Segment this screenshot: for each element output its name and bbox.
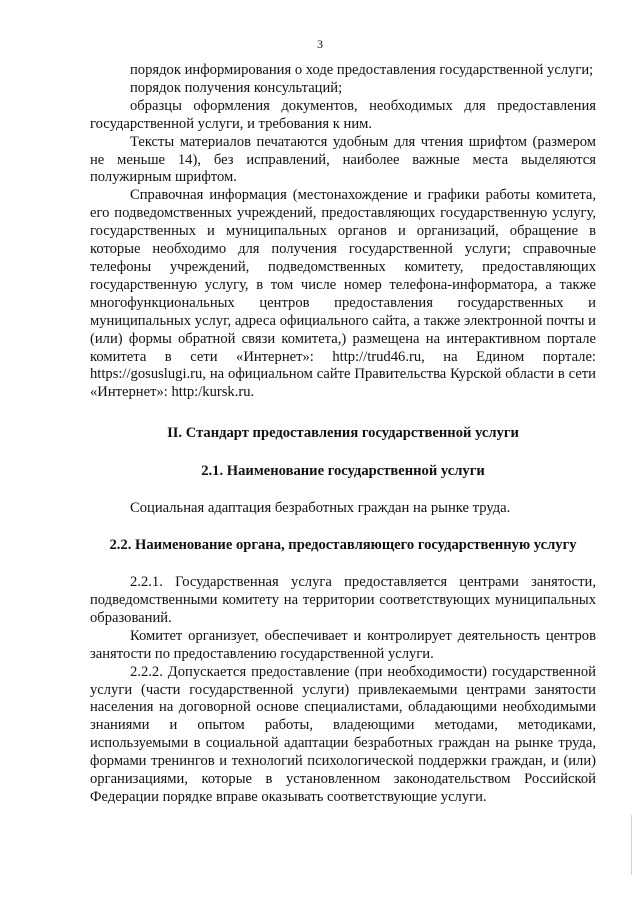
- document-body: [90, 62, 596, 807]
- subsection-title: 2.2. Наименование органа, предоставляющего государственную услугу: [109, 537, 577, 554]
- paragraph: 2.2.2. Допускается предоставление (при необходимости) государственной услуги (части государственной услуги) привлекаемыми центрами занятости населения на договорной основе специалистами, обладающими необходимыми знаниями и опытом работы, владеющими методами, методиками, используемыми в социальной адаптации безработных граждан на рынке труда, формами тренингов и технологий психологической поддержки граждан, и (или) организациями, которые в установленном законодательством Российской Федерации порядке вправе оказывать соответствующие услуги.: [90, 663, 596, 805]
- paragraph: 2.2.1. Государственная услуга предоставляется центрами занятости, подведомственными комитету на территории соответствующих муниципальных образований.: [90, 574, 596, 626]
- page-number: 3: [317, 37, 323, 51]
- paragraph: Социальная адаптация безработных граждан на рынке труда.: [130, 500, 511, 517]
- paragraph: Комитет организует, обеспечивает и контролирует деятельность центров занятости по предоставлению государственной услуги.: [90, 627, 596, 662]
- section-title: II. Стандарт предоставления государственной услуги: [167, 425, 519, 442]
- paragraph: порядок получения консультаций;: [130, 79, 343, 96]
- paragraph: образцы оформления документов, необходимых для предоставления государственной услуги, и требования к ним.: [90, 97, 596, 132]
- paragraph: Тексты материалов печатаются удобным для чтения шрифтом (размером не меньше 14), без исправлений, наиболее важные места выделяются полужирным шрифтом.: [90, 133, 596, 186]
- scan-edge-mark: [631, 815, 632, 875]
- paragraph: Справочная информация (местонахождение и графики работы комитета, его подведомственных учреждений, предоставляющих государственную услугу, государственных и муниципальных органов и организаций, обращение в которые необходимо для получения государственной услуги; справочные телефоны учреждений, подведомственных комитету, предоставляющих государственную услугу, в том числе номер телефона-информатора, а также многофункциональных центров предоставления государственных и муниципальных услуг, адреса официального сайта, а также электронной почты и (или) формы обратной связи комитета,) размещена на интерактивном портале комитета в сети «Интернет»: http://trud46.ru, на Едином портале: https://gosuslugi.ru, на официальном сайте Правительства Курской области в сети «Интернет»: http:/kursk.ru.: [90, 187, 596, 401]
- paragraph: порядок информирования о ходе предоставления государственной услуги;: [130, 62, 594, 78]
- subsection-title: 2.1. Наименование государственной услуги: [201, 463, 485, 480]
